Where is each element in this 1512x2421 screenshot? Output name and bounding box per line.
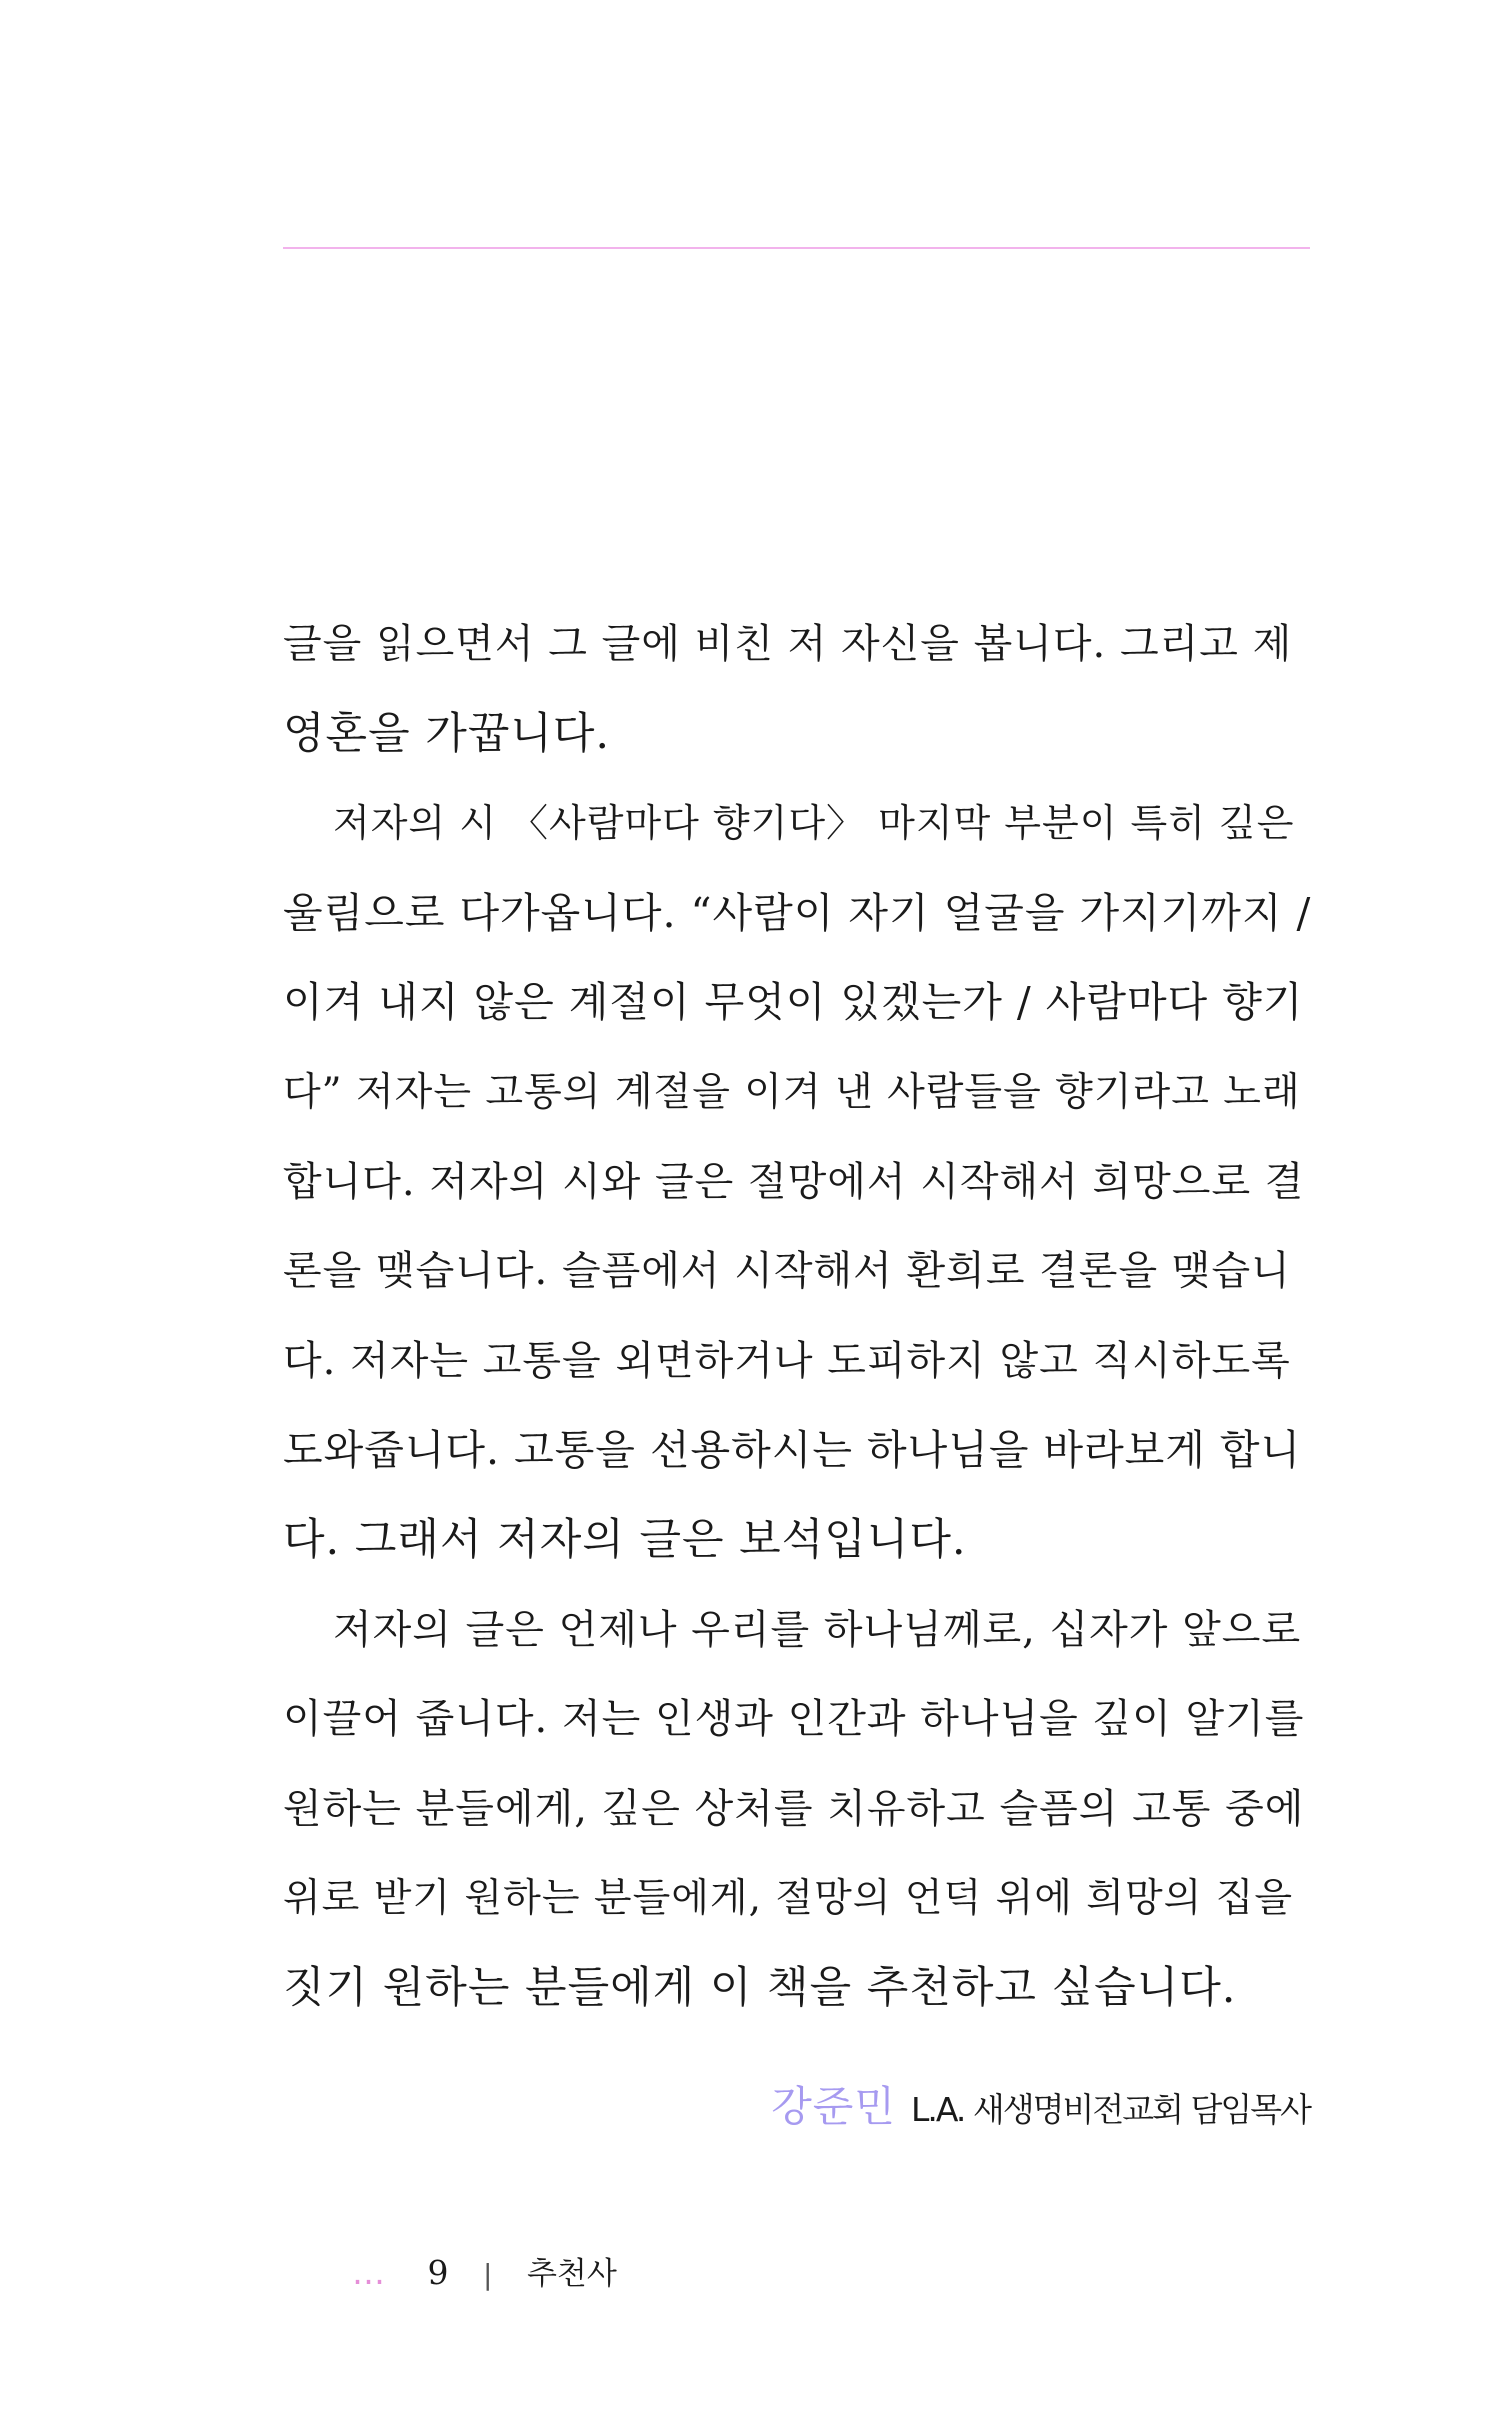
body-line: 저자의 시 〈사람마다 향기다〉 마지막 부분이 특히 깊은 (333, 801, 1295, 846)
body-line: 이끌어 줍니다. 저는 인생과 인간과 하나님을 깊이 알기를 (283, 1696, 1305, 1743)
body-line: 합니다. 저자의 시와 글은 절망에서 시작해서 희망으로 결 (283, 1158, 1305, 1205)
body-line: 원하는 분들에게, 깊은 상처를 치유하고 슬픔의 고통 중에 (283, 1785, 1305, 1832)
body-line: 저자의 글은 언제나 우리를 하나님께로, 십자가 앞으로 (333, 1606, 1302, 1653)
page-number: 9 (427, 2253, 449, 2292)
body-text (283, 600, 1313, 2034)
body-line: 글을 읽으면서 그 글에 비친 저 자신을 봅니다. 그리고 제 (283, 621, 1293, 667)
author-name: 강준민 (771, 2082, 896, 2131)
page-footer (352, 2245, 617, 2301)
body-line: 론을 맺습니다. 슬픔에서 시작해서 환희로 결론을 맺습니 (283, 1248, 1291, 1295)
body-line: 울림으로 다가옵니다. “사람이 자기 얼굴을 가지기까지 / (283, 888, 1312, 937)
body-line: 다” 저자는 고통의 계절을 이겨 낸 사람들을 향기라고 노래 (283, 1069, 1301, 1115)
body-line: 다. 저자는 고통을 외면하거나 도피하지 않고 직시하도록 (283, 1337, 1291, 1384)
body-line: 짓기 원하는 분들에게 이 책을 추천하고 싶습니다. (283, 1962, 1237, 2013)
body-line: 다. 그래서 저자의 글은 보석입니다. (283, 1514, 967, 1565)
top-divider (283, 247, 1310, 249)
body-line: 영혼을 가꿉니다. (283, 708, 611, 759)
body-line: 위로 받기 원하는 분들에게, 절망의 언덕 위에 희망의 집을 (283, 1876, 1294, 1922)
signature (771, 2072, 1310, 2142)
footer-separator: | (483, 2258, 493, 2291)
body-line: 이겨 내지 않은 계절이 무엇이 있겠는가 / 사람마다 향기 (283, 978, 1304, 1027)
body-line: 도와줍니다. 고통을 선용하시는 하나님을 바라보게 합니 (283, 1426, 1302, 1475)
author-title: L.A. 새생명비전교회 담임목사 (911, 2090, 1310, 2129)
section-title: 추천사 (526, 2256, 617, 2292)
footer-ellipsis: … (352, 2253, 387, 2292)
